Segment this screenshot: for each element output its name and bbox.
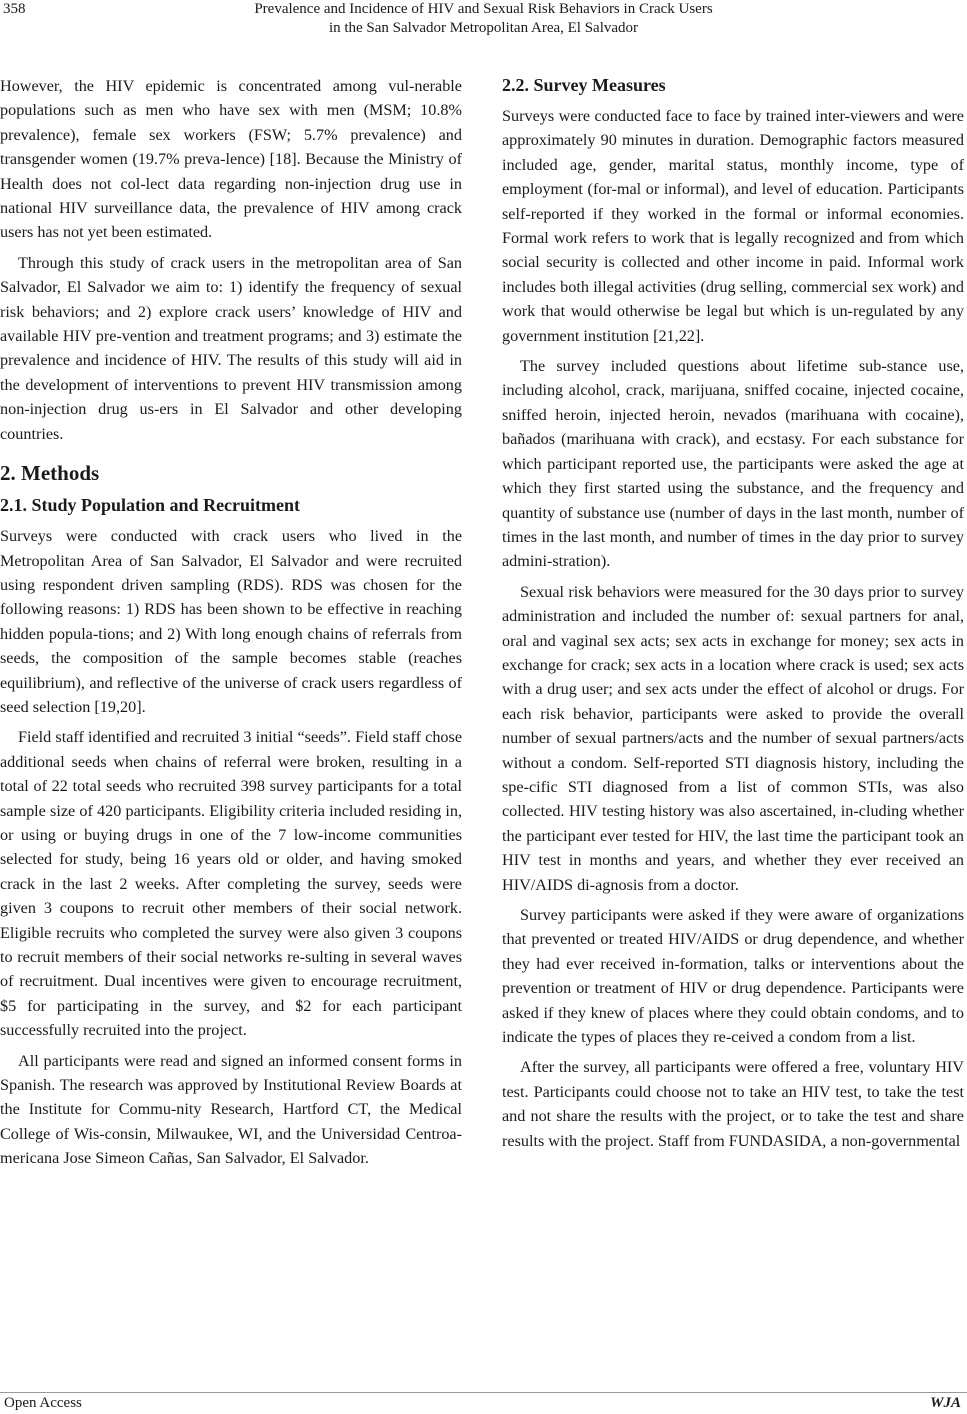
subsection-heading: 2.1. Study Population and Recruitment — [0, 495, 301, 516]
paragraph: Survey participants were asked if they were aware of organizations that prevented or treated HIV/AIDS or drug dependence, and whether they had ever received in-formation, talks or interventions about the prevention or treatment of HIV or drug dependence. Participants were asked if they knew of places where they could obtain condoms, and to indicate the types of places they re-ceived a condom from a list. — [502, 906, 964, 1047]
paragraph: The survey included questions about lifetime sub-stance use, including alcohol, crack, marijuana, sniffed cocaine, injected cocaine, sniffed heroin, injected heroin, nevados (marihuana with cocaine), bañados (marihuana with crack), and ecstasy. For each substance for which participant reported use, the participants were asked the age at which they first started using the substance, and the frequency and quantity of substance use (number of days in the last month, number of times in the last month, and number of times in the day prior to survey admini-stration). — [502, 357, 964, 571]
paragraph: Surveys were conducted with crack users who lived in the Metropolitan Area of San Salvador, El Salvador and were recruited using respondent driven sampling (RDS). RDS was chosen for the following reasons: 1) RDS has been shown to be effective in reaching hidden popula-tions; and 2) With long enough chains of referrals from seeds, the composition of the sample becomes stable (reaches equilibrium), and reflective of the universe of crack users regardless of seed selection [19,20]. — [0, 527, 462, 716]
paragraph: After the survey, all participants were offered a free, voluntary HIV test. Participants could choose not to take an HIV test, to take the test and not share the results with the project, or to take the test and share results with the project. Staff from FUNDASIDA, a non-governmental — [502, 1058, 964, 1150]
paragraph: However, the HIV epidemic is concentrated among vul-nerable populations such as men who have sex with men (MSM; 10.8% prevalence), female sex workers (FSW; 5.7% prevalence) and transgender women (19.7% preva-lence) [18]. Because the Ministry of Health does not col-lect data regarding non-injection drug use in national HIV surveillance data, the prevalence of HIV among crack users has not yet been estimated. — [0, 77, 462, 242]
left-column — [0, 74, 462, 1171]
footer-open-access: Open Access — [4, 1395, 82, 1411]
page-number: 358 — [3, 1, 26, 17]
paragraph: Field staff identified and recruited 3 initial “seeds”. Field staff chose additional seeds when chains of referral were broken, resulting in a total of 22 total seeds who recruited 398 survey participants for a total sample size of 420 participants. Eligibility criteria included residing in, or using or buying drugs in one of the 7 low-income communities selected for study, being 16 years old or older, and having smoked crack in the last 2 weeks. After completing the survey, seeds were given 3 coupons to recruit other members of their social network. Eligible recruits who completed the survey were also given 3 coupons to recruit members of their social networks re-sulting in several waves of recruitment. Dual incentives were given to encourage recruitment, $5 for participating in the survey, and $2 for each participant successfully recruited into the project. — [0, 728, 462, 1040]
footer-divider — [0, 1392, 967, 1393]
paragraph: All participants were read and signed an informed consent forms in Spanish. The research was approved by Institutional Review Boards at the Institute for Commu-nity Research, Hartford CT, the Medical College of Wis-consin, Milwaukee, WI, and the Universidad Centroa-mericana Jose Simeon Cañas, San Salvador, El Salvador. — [0, 1051, 462, 1168]
right-column — [502, 74, 964, 1153]
running-head-line-1: Prevalence and Incidence of HIV and Sexual Risk Behaviors in Crack Users — [254, 1, 713, 17]
subsection-heading: 2.2. Survey Measures — [502, 75, 666, 95]
footer-journal-abbrev: WJA — [930, 1395, 961, 1411]
running-head — [0, 0, 967, 38]
paragraph: Through this study of crack users in the metropolitan area of San Salvador, El Salvador we aim to: 1) identify the frequency of sexual risk behaviors; and 2) explore crack users’ knowledge of HIV and available HIV pre-vention and treatment programs; and 3) estimate the prevalence and incidence of HIV. The results of this study will aid in the development of interventions to prevent HIV transmission among non-injection drug us-ers in El Salvador and other developing countries. — [0, 253, 462, 443]
section-heading: 2. Methods — [0, 461, 100, 486]
running-head-line-2: in the San Salvador Metropolitan Area, El Salvador — [328, 20, 639, 36]
paragraph: Surveys were conducted face to face by trained inter-viewers and were approximately 90 minutes in duration. Demographic factors measured included age, gender, marital status, monthly income, type of employment (for-mal or informal), and level of education. Participants self-reported if they worked in the formal or informal economies. Formal work refers to work that is legally recognized and from which social security is collected and other income in paid. Informal work includes both illegal activities (drug selling, commercial sex work) and work that would otherwise be legal but which is un-regulated by any government institution [21,22]. — [502, 107, 964, 345]
paragraph: Sexual risk behaviors were measured for the 30 days prior to survey administration and included the number of: sexual partners for anal, oral and vaginal sex acts; sex acts in exchange for money; sex acts in exchange for crack; sex acts in a location where crack is used; sex acts with a drug user; and sex acts under the effect of alcohol or drugs. For each risk behavior, participants were asked to provide the overall number of sexual partners/acts and the number of sexual partners/acts without a condom. Self-reported STI diagnosis history, including the spe-cific STI diagnosed from a list of common STIs, was also collected. HIV testing history was also ascertained, in-cluding whether the participant ever tested for HIV, the last time the participant took an HIV test in months and years, and whether they ever received an HIV/AIDS di-agnosis from a doctor. — [502, 582, 964, 894]
